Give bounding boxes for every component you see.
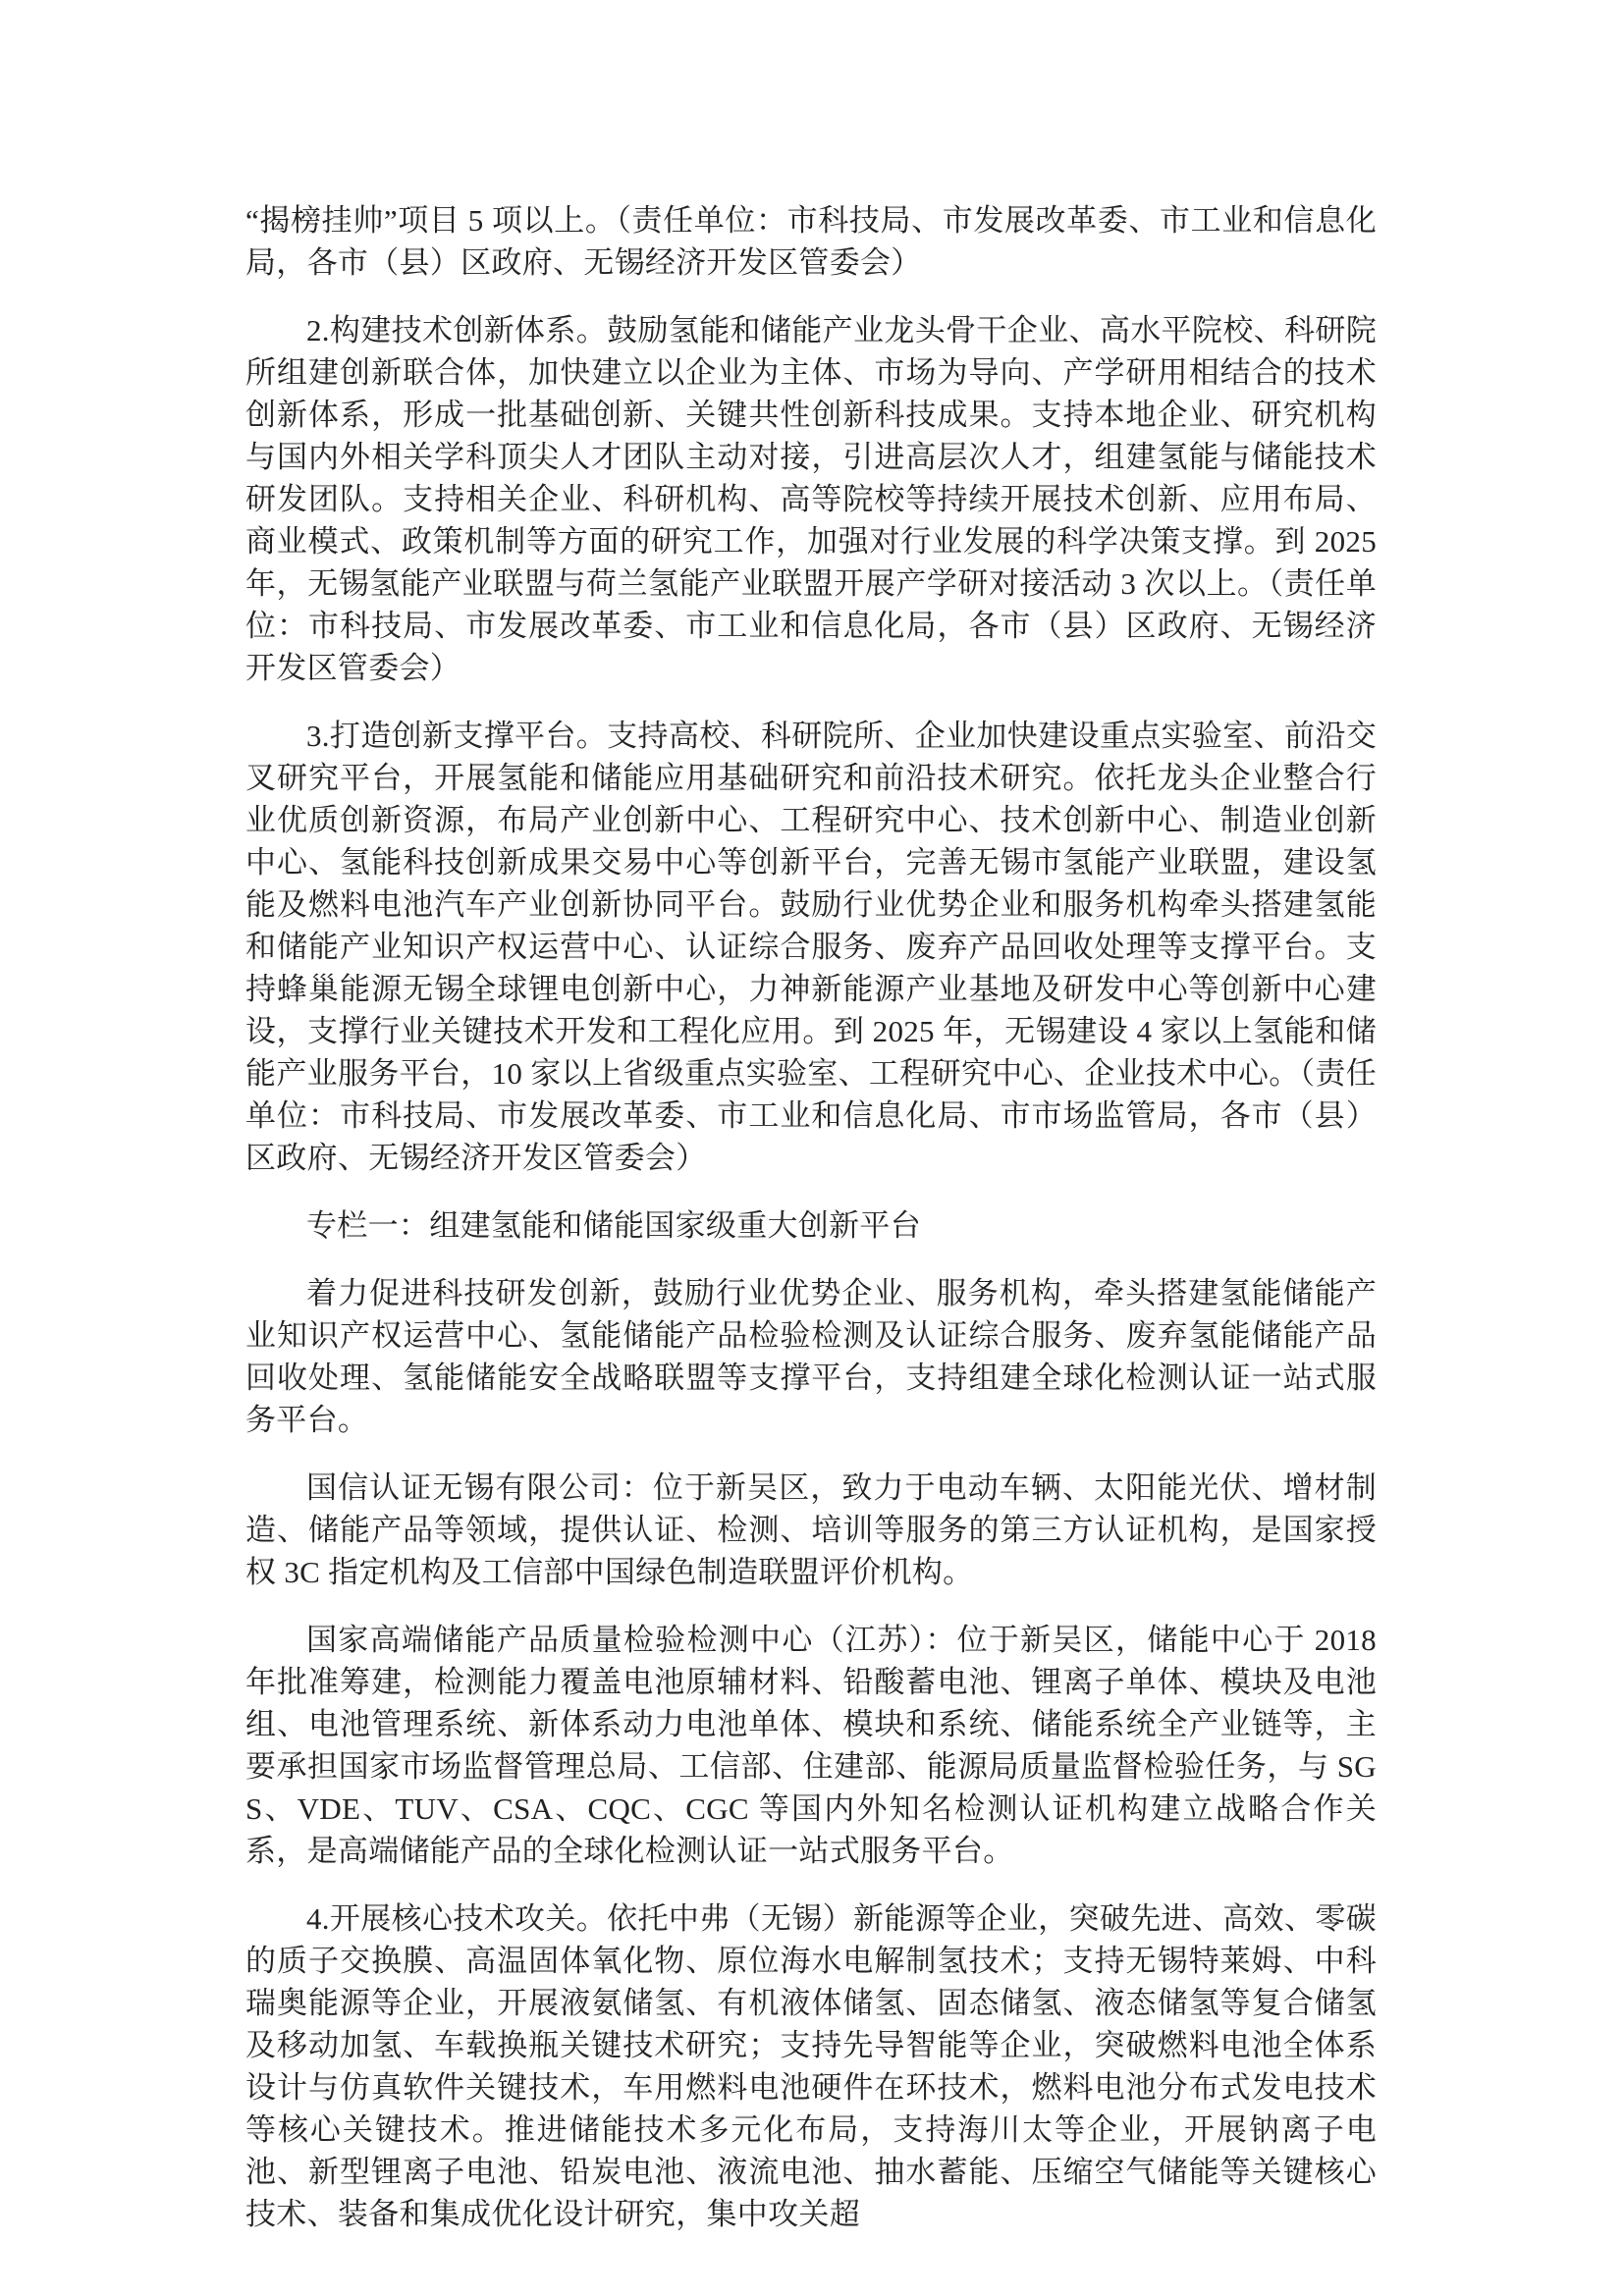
column-one-paragraph-national-energy-storage-center: 国家高端储能产品质量检验检测中心（江苏）：位于新吴区，储能中心于 2018 年批准筹建，检测能力覆盖电池原辅材料、铅酸蓄电池、锂离子单体、模块及电池组、电池管理系统、新体系动力电池单体、模块和系统、储能系统全产业链等，主要承担国家市场监督管理总局、工信部、住建部、能源局质量监督检验任务，与 SGS、VDE、TUV、CSA、CQC、CGC 等国内外知名检测认证机构建立战略合作关系，是高端储能产品的全球化检测认证一站式服务平台。 [245, 1623, 1377, 1868]
column-one-paragraph-guoxin-certification: 国信认证无锡有限公司：位于新吴区，致力于电动车辆、太阳能光伏、增材制造、储能产品等领域，提供认证、检测、培训等服务的第三方认证机构，是国家授权 3C 指定机构及工信部中国绿色制造联盟评价机构。 [245, 1470, 1377, 1589]
paragraph-continued-top: “揭榜挂帅”项目 5 项以上。（责任单位：市科技局、市发展改革委、市工业和信息化局，各市（县）区政府、无锡经济开发区管委会） [245, 203, 1377, 280]
paragraph-3-innovation-support-platform: 3.打造创新支撑平台。支持高校、科研院所、企业加快建设重点实验室、前沿交叉研究平台，开展氢能和储能应用基础研究和前沿技术研究。依托龙头企业整合行业优质创新资源，布局产业创新中心、工程研究中心、技术创新中心、制造业创新中心、氢能科技创新成果交易中心等创新平台，完善无锡市氢能产业联盟，建设氢能及燃料电池汽车产业创新协同平台。鼓励行业优势企业和服务机构牵头搭建氢能和储能产业知识产权运营中心、认证综合服务、废弃产品回收处理等支撑平台。支持蜂巢能源无锡全球锂电创新中心，力神新能源产业基地及研发中心等创新中心建设，支撑行业关键技术开发和工程化应用。到 2025 年，无锡建设 4 家以上氢能和储能产业服务平台，10 家以上省级重点实验室、工程研究中心、企业技术中心。（责任单位：市科技局、市发展改革委、市工业和信息化局、市市场监管局，各市（县）区政府、无锡经济开发区管委会） [245, 719, 1377, 1175]
column-one-paragraph-overview: 着力促进科技研发创新，鼓励行业优势企业、服务机构，牵头搭建氢能储能产业知识产权运营中心、氢能储能产品检验检测及认证综合服务、废弃氢能储能产品回收处理、氢能储能安全战略联盟等支撑平台，支持组建全球化检测认证一站式服务平台。 [245, 1276, 1377, 1437]
column-one-heading: 专栏一：组建氢能和储能国家级重大创新平台 [306, 1208, 921, 1243]
paragraph-4-core-technology-breakthrough: 4.开展核心技术攻关。依托中弗（无锡）新能源等企业，突破先进、高效、零碳的质子交换膜、高温固体氧化物、原位海水电解制氢技术；支持无锡特莱姆、中科瑞奥能源等企业，开展液氨储氢、有机液体储氢、固态储氢、液态储氢等复合储氢及移动加氢、车载换瓶关键技术研究；支持先导智能等企业，突破燃料电池全体系设计与仿真软件关键技术，车用燃料电池硬件在环技术，燃料电池分布式发电技术等核心关键技术。推进储能技术多元化布局，支持海川太等企业，开展钠离子电池、新型锂离子电池、铅炭电池、液流电池、抽水蓄能、压缩空气储能等关键核心技术、装备和集成优化设计研究，集中攻关超 [245, 1901, 1377, 2231]
paragraph-2-technology-innovation-system: 2.构建技术创新体系。鼓励氢能和储能产业龙头骨干企业、高水平院校、科研院所组建创新联合体，加快建立以企业为主体、市场为导向、产学研用相结合的技术创新体系，形成一批基础创新、关键共性创新科技成果。支持本地企业、研究机构与国内外相关学科顶尖人才团队主动对接，引进高层次人才，组建氢能与储能技术研发团队。支持相关企业、科研机构、高等院校等持续开展技术创新、应用布局、商业模式、政策机制等方面的研究工作，加强对行业发展的科学决策支撑。到 2025 年，无锡氢能产业联盟与荷兰氢能产业联盟开展产学研对接活动 3 次以上。（责任单位：市科技局、市发展改革委、市工业和信息化局，各市（县）区政府、无锡经济开发区管委会） [245, 313, 1377, 685]
document-text-block [245, 199, 1377, 2235]
